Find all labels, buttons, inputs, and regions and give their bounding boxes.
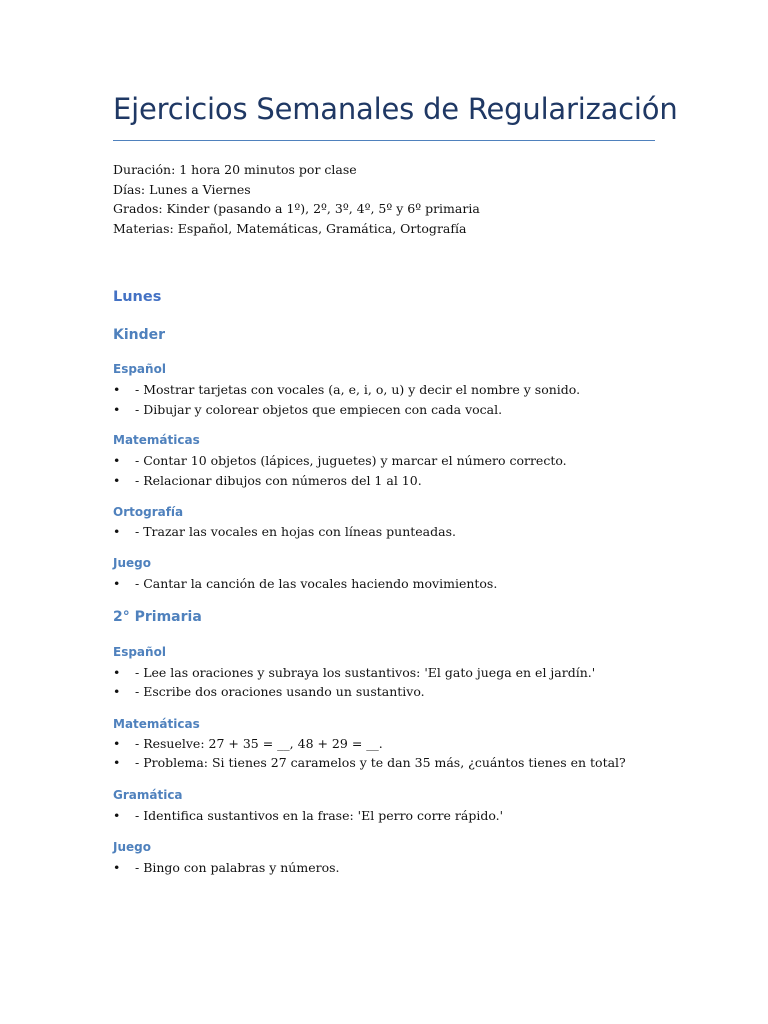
info-duration: Duración: 1 hora 20 minutos por clase (113, 162, 357, 177)
bullet-icon: • (113, 382, 121, 397)
info-subjects: Materias: Español, Matemáticas, Gramática, Ortografía (113, 220, 467, 236)
subject-heading-espanol: Español (113, 645, 166, 659)
day-heading: Lunes (113, 289, 162, 305)
subject-heading-juego: Juego (113, 556, 151, 570)
list-item: • - Trazar las vocales en hojas con líneas punteadas. (113, 522, 456, 542)
subject-heading-matematicas: Matemáticas (113, 717, 200, 731)
list-item: • - Contar 10 objetos (lápices, juguetes) y marcar el número correcto. (113, 451, 567, 471)
list-item: • - Resuelve: 27 + 35 = __, 48 + 29 = __. (113, 734, 383, 754)
list-item: • - Escribe dos oraciones usando un sustantivo. (113, 682, 425, 702)
document-info (113, 160, 480, 238)
bullet-icon: • (113, 453, 121, 468)
bullet-icon: • (113, 755, 121, 770)
subject-heading-espanol: Español (113, 362, 166, 376)
subject-heading-ortografia: Ortografía (113, 505, 184, 519)
list-item: • - Relacionar dibujos con números del 1 al 10. (113, 471, 422, 491)
subject-heading-juego: Juego (113, 840, 151, 854)
list-item: • - Lee las oraciones y subraya los sustantivos: 'El gato juega en el jardín.' (113, 663, 595, 683)
info-grades: Grados: Kinder (pasando a 1º), 2º, 3º, 4º, 5º y 6º primaria (113, 201, 480, 216)
bullet-icon: • (113, 665, 121, 680)
bullet-icon: • (113, 808, 121, 823)
subject-heading-gramatica: Gramática (113, 788, 183, 802)
info-days: Días: Lunes a Viernes (113, 181, 251, 197)
subject-heading-matematicas: Matemáticas (113, 433, 200, 447)
bullet-icon: • (113, 860, 121, 875)
bullet-icon: • (113, 524, 121, 539)
list-item: • - Problema: Si tienes 27 caramelos y te dan 35 más, ¿cuántos tienes en total? (113, 753, 626, 773)
bullet-icon: • (113, 402, 121, 417)
bullet-icon: • (113, 473, 121, 488)
grade-heading-kinder: Kinder (113, 327, 166, 343)
grade-heading-segundo: 2° Primaria (113, 609, 202, 625)
list-item: • - Identifica sustantivos en la frase: 'El perro corre rápido.' (113, 806, 503, 826)
title-underline (113, 140, 655, 141)
list-item: • - Bingo con palabras y números. (113, 858, 339, 878)
document-title: Ejercicios Semanales de Regularización (113, 92, 678, 126)
list-item: • - Dibujar y colorear objetos que empiecen con cada vocal. (113, 400, 502, 420)
bullet-icon: • (113, 684, 121, 699)
bullet-icon: • (113, 576, 121, 591)
list-item: • - Mostrar tarjetas con vocales (a, e, i, o, u) y decir el nombre y sonido. (113, 380, 580, 400)
list-item: • - Cantar la canción de las vocales haciendo movimientos. (113, 574, 497, 594)
bullet-icon: • (113, 736, 121, 751)
